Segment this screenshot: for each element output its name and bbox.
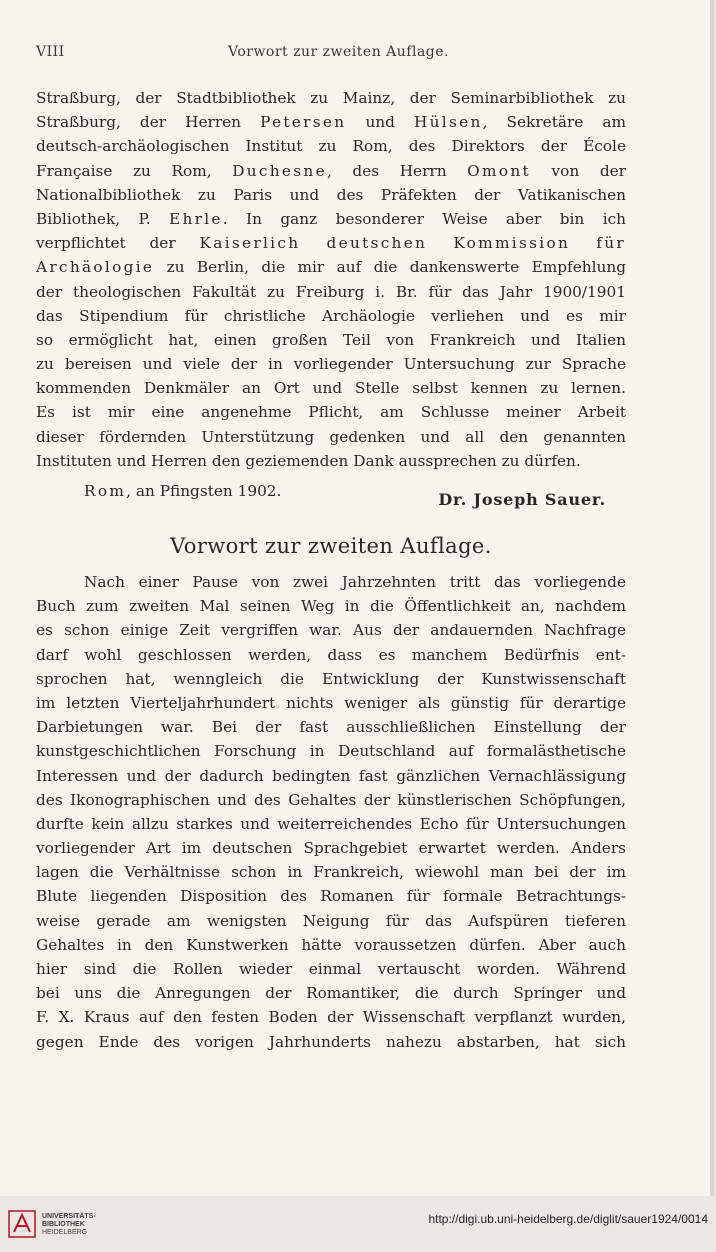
text-run: gegen Ende des vorigen Jahrhunderts nahezu abstarben, hat sich [36, 1032, 626, 1051]
text-run: Buch zum zweiten Mal seinen Weg in die Öffentlichkeit an, nachdem [36, 597, 626, 616]
text-run: kunstgeschichtlichen Forschung in Deutschland auf formalästhetische [36, 742, 626, 761]
text-line [36, 352, 626, 376]
text-line [36, 933, 626, 957]
text-run: Bibliothek, P. [36, 209, 169, 228]
text-line [36, 836, 626, 860]
section-heading: Vorwort zur zweiten Auflage. [170, 534, 492, 558]
closing-place: Rom [84, 482, 127, 500]
text-run: , des Herrn [326, 161, 468, 180]
text-line [36, 425, 626, 449]
text-line [36, 788, 626, 812]
text-line [36, 183, 626, 207]
text-run: bei uns die Anregungen der Romantiker, die durch Springer und [36, 984, 626, 1003]
text-line [36, 884, 626, 908]
text-line [36, 909, 626, 933]
text-line [36, 570, 626, 594]
text-line [36, 618, 626, 642]
text-run: kommenden Denkmäler an Ort und Stelle selbst kennen zu lernen. [36, 379, 626, 398]
text-run: Instituten und Herren den geziemenden Dank aussprechen zu dürfen. [36, 451, 581, 470]
spaced-name: Ehrle [169, 209, 223, 228]
text-line [36, 812, 626, 836]
text-run: hier sind die Rollen wieder einmal vertauscht worden. Während [36, 960, 626, 978]
text-run: Straßburg, der Herren [36, 113, 261, 132]
text-line [36, 280, 626, 304]
text-run: verpflichtet der [36, 234, 200, 253]
text-run: so ermöglicht hat, einen großen Teil von Frankreich und Italien [36, 330, 626, 349]
spaced-name: Omont [467, 161, 531, 180]
text-run: der theologischen Fakultät zu Freiburg i. Br. für das Jahr 1900/1901 [36, 282, 626, 301]
spaced-name: Petersen [260, 113, 347, 132]
text-line [36, 86, 626, 110]
text-run: , Sekretäre am [482, 113, 626, 132]
text-run: sprochen hat, wenngleich die Entwicklung der Kunstwissenschaft [36, 669, 626, 688]
text-line [36, 110, 626, 134]
text-line [36, 594, 626, 618]
second-preface-text-block [36, 570, 626, 1054]
text-run: zu bereisen und viele der in vorliegender Untersuchung zur Sprache [36, 355, 626, 374]
text-run: im letzten Vierteljahrhundert nichts weniger als günstig für derartige [36, 693, 626, 712]
text-line [36, 715, 626, 739]
spaced-name: Archäologie [36, 258, 155, 277]
page-number: VIII [36, 44, 65, 60]
text-run: Darbietungen war. Bei der fast ausschließlichen Einstellung der [36, 718, 626, 737]
text-line [36, 957, 626, 981]
text-line [36, 304, 626, 328]
text-run: deutsch-archäologischen Institut zu Rom, des Direktors der École [36, 137, 626, 156]
text-run: das Stipendium für christliche Archäologie verliehen und es mir [36, 306, 626, 325]
text-run: von der [530, 161, 626, 180]
text-line [36, 159, 626, 183]
text-run: es schon einige Zeit vergriffen war. Aus der andauernden Nachfrage [36, 621, 626, 640]
text-run: und [346, 113, 414, 132]
text-line [36, 400, 626, 424]
closing-line [84, 482, 281, 500]
library-name [42, 1213, 96, 1237]
text-run: Nationalbibliothek zu Paris und des Präfekten der Vatikanischen [36, 185, 626, 204]
text-line [36, 376, 626, 400]
text-run: weise gerade am wenigsten Neigung für das Aufspüren tieferen [36, 911, 626, 930]
text-run: Française zu Rom, [36, 161, 233, 180]
text-run: Blute liegenden Disposition des Romanen für formale Betrachtungs- [36, 887, 626, 906]
text-run: darf wohl geschlossen werden, dass es manchem Bedürfnis ent- [36, 645, 626, 664]
text-run: dieser fördernden Unterstützung gedenken und all den genannten [36, 427, 626, 446]
author-signature: Dr. Joseph Sauer. [438, 490, 606, 509]
text-run: des Ikonographischen und des Gehaltes der künstlerischen Schöpfungen, [36, 790, 626, 809]
text-run: F. X. Kraus auf den festen Boden der Wissenschaft verpflanzt wurden, [36, 1008, 626, 1027]
text-line [36, 1030, 626, 1054]
text-run: Straßburg, der Stadtbibliothek zu Mainz, der Seminarbibliothek zu [36, 89, 626, 107]
library-name-line: HEIDELBERG [42, 1229, 88, 1236]
text-line [36, 981, 626, 1005]
text-line [36, 134, 626, 158]
text-line [36, 1005, 626, 1029]
text-run: vorliegender Art im deutschen Sprachgebiet erwartet werden. Anders [36, 839, 626, 858]
text-line [36, 255, 626, 279]
source-url-link[interactable]: http://digi.ub.uni-heidelberg.de/diglit/sauer1924/0014 [428, 1212, 708, 1226]
digitization-footer [0, 1196, 716, 1252]
text-line [36, 328, 626, 352]
text-run: Interessen und der dadurch bedingten fast gänzlichen Vernachlässigung [36, 766, 626, 785]
text-run: . In ganz besonderer Weise aber bin ich [222, 209, 626, 228]
library-logo-icon [8, 1210, 36, 1238]
text-line [36, 207, 626, 231]
text-run: Gehaltes in den Kunstwerken hätte voraussetzen dürfen. Aber auch [36, 935, 626, 954]
library-name-line: BIBLIOTHEK [42, 1221, 85, 1228]
text-run: zu Berlin, die mir auf die dankenswerte Empfehlung [154, 258, 626, 277]
spaced-name: Hülsen [413, 113, 483, 132]
text-line [36, 643, 626, 667]
text-run: lagen die Verhältnisse schon in Frankreich, wiewohl man bei der im [36, 863, 626, 882]
text-line [36, 667, 626, 691]
text-run: durfte kein allzu starkes und weiterreichendes Echo für Untersuchungen [36, 814, 626, 833]
text-line [36, 764, 626, 788]
text-line [36, 739, 626, 763]
text-line [36, 691, 626, 715]
text-run: Es ist mir eine angenehme Pflicht, am Schlusse meiner Arbeit [36, 403, 626, 422]
running-title: Vorwort zur zweiten Auflage. [228, 44, 449, 60]
text-run: Nach einer Pause von zwei Jahrzehnten tritt das vorliegende [84, 573, 626, 591]
library-name-line: UNIVERSITÄTS- [42, 1213, 96, 1220]
spaced-name: Kaiserlich deutschen Kommission für [199, 234, 626, 253]
text-line [36, 231, 626, 255]
text-line [36, 860, 626, 884]
text-line [36, 449, 626, 473]
spaced-name: Duchesne [232, 161, 327, 180]
closing-date: , an Pfingsten 1902. [126, 482, 282, 500]
preface-text-block [36, 86, 626, 473]
